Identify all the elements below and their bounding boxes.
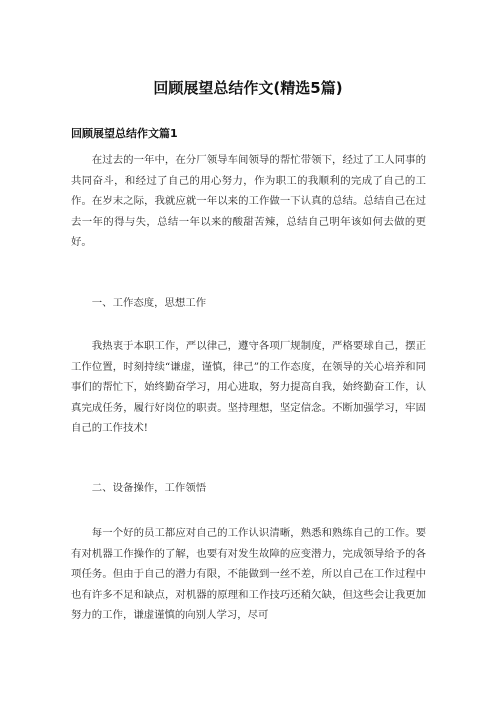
subheading-equipment-operation: 二、设备操作，工作领悟 (91, 482, 207, 494)
subheading-work-attitude: 一、工作态度，思想工作 (91, 297, 207, 309)
paragraph-equipment-operation: 每一个好的员工都应对自己的工作认识清晰，熟悉和熟练自己的工作。要有对机器工作操作的了解，也要有对发生故障的应变潜力，完成领导给予的各项任务。但由于自己的潜力有限，不能做到一丝不差，所以自己在工作过程中也有许多不足和缺点，对机器的原理和工作技巧还稍欠缺，但这些会让我更加努力的工作，谦虚谨慎的向别人学习，尽可 (71, 527, 426, 622)
paragraph-work-attitude: 我热衷于本职工作，严以律己，遵守各项厂规制度，严格要球自己，摆正工作位置，时刻持续“谦虚，谨慎，律己”的工作态度，在领导的关心培养和同事们的帮忙下，始终勤奋学习，用心进取，努力提高自我，始终勤奋工作，认真完成任务，履行好岗位的职责。坚持理想，坚定信念。不断加强学习，牢固自己的工作技术! (71, 340, 426, 435)
section-heading: 回顾展望总结作文篇1 (71, 127, 178, 140)
document-title: 回顾展望总结作文(精选5篇) (153, 79, 343, 97)
paragraph-intro: 在过去的一年中，在分厂领导车间领导的帮忙带领下，经过了工人同事的共同奋斗，和经过了自己的用心努力，作为职工的我顺利的完成了自己的工作。在岁末之际，我就应就一年以来的工作做一下认真的总结。总结自己在过去一年的得与失，总结一年以来的酸甜苦辣，总结自己明年该如何去做的更好。 (71, 154, 426, 249)
